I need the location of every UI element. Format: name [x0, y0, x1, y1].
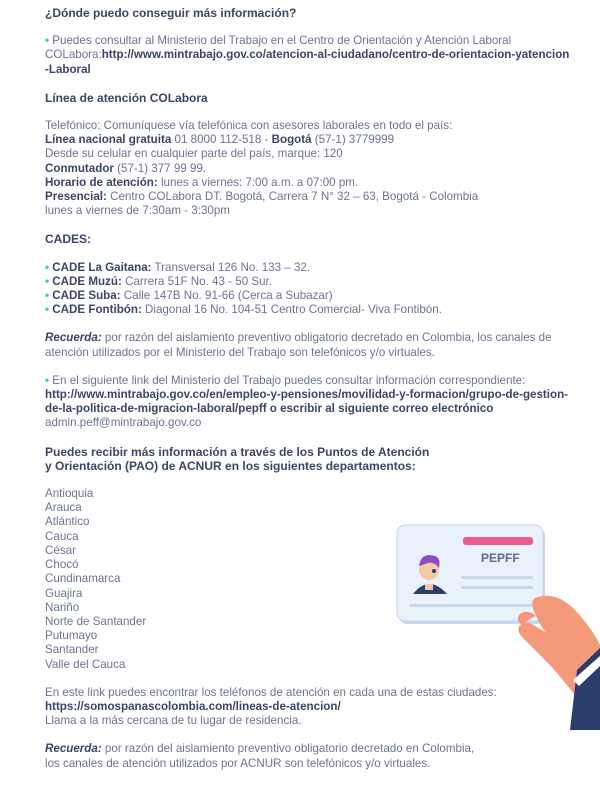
bullet-dot: •: [45, 289, 50, 303]
card-line: [461, 576, 533, 579]
card-label: PEPFF: [481, 551, 520, 565]
list-item: Valle del Cauca: [45, 657, 126, 671]
mintrabajo-link[interactable]: http://www.mintrabajo.gov.co/en/empleo-y-pensiones/movilidad-y-formacion/grupo-de-gestion-de-la-politica-de-migracion-laboral/pepff o escribir al siguiente correo electrónico: [45, 388, 569, 416]
bullet-dot: •: [45, 373, 50, 387]
list-item: Guajira: [45, 586, 83, 600]
presencial-label: Presencial:: [45, 190, 107, 204]
id-card-illustration: [395, 520, 600, 730]
conmutador-label: Conmutador: [45, 161, 114, 175]
email-address[interactable]: admin.peff@mintrabajo.gov.co: [45, 416, 202, 430]
colabora-intro: Puedes consultar al Ministerio del Trabajo en el Centro de Orientación y Atención Laboral: [52, 34, 512, 48]
recuerda-note-acnur: [45, 742, 570, 770]
recuerda-text: por razón del aislamiento preventivo obligatorio decretado en Colombia, los canales de atención utilizados por el Ministerio del Trabajo son telefónicos y/o virtuales.: [45, 331, 552, 359]
phones-intro: En este link puedes encontrar los teléfonos de atención en cada una de estas ciudades:: [45, 685, 497, 699]
link-intro: En el siguiente link del Ministerio del Trabajo puedes consultar información correspondiente:: [52, 373, 526, 387]
horario-label: Horario de atención:: [45, 175, 158, 189]
bogota-label: Bogotá: [271, 133, 312, 147]
presencial-hours: lunes a viernes de 7:30am - 3:30pm: [45, 204, 230, 218]
recuerda-note-ministerio: [45, 331, 570, 359]
info-heading: ¿Dónde puedo conseguir más información?: [45, 6, 297, 20]
presencial-value: Centro COLabora DT. Bogotá, Carrera 7 N° 32 – 63, Bogotá - Colombia: [106, 190, 479, 204]
list-item: César: [45, 543, 76, 557]
cade-label: CADE Suba:: [52, 289, 121, 303]
card-line: [409, 604, 533, 607]
horario-value: lunes a viernes: 7:00 a.m. a 07:00 pm.: [157, 175, 359, 189]
pao-title-line1: Puedes recibir más información a través de los Puntos de Atención: [45, 444, 430, 459]
list-item: Nariño: [45, 600, 80, 614]
bogota-value: (57-1) 3779999: [311, 133, 395, 147]
bullet-dot: •: [45, 260, 50, 274]
recuerda-label: Recuerda:: [45, 331, 102, 345]
card-accent-bar: [463, 537, 533, 545]
list-item: Arauca: [45, 501, 82, 515]
pao-heading: [45, 445, 570, 473]
phones-tip: Llama a la más cercana de tu lugar de residencia.: [45, 714, 302, 728]
list-item: Chocó: [45, 558, 79, 572]
list-item: Atlántico: [45, 515, 90, 529]
somospanas-link[interactable]: https://somospanascolombia.com/lineas-de-atencion/: [45, 699, 341, 713]
list-item: Antioquia: [45, 487, 94, 501]
linea-heading: Línea de atención COLabora: [45, 90, 208, 105]
pao-title-line2: y Orientación (PAO) de ACNUR en los siguientes departamentos:: [45, 458, 416, 473]
cade-value: Transversal 126 No. 133 – 32.: [151, 260, 311, 274]
list-item: Putumayo: [45, 629, 98, 643]
cades-heading: CADES:: [45, 232, 92, 247]
nacional-value: 01 8000 112-518 -: [171, 133, 272, 147]
recuerda-text-line2: los canales de atención utilizados por ACNUR son telefónicos y/o virtuales.: [45, 756, 431, 770]
cade-value: Diagonal 16 No. 104-51 Centro Comercial- Viva Fontibón.: [141, 303, 442, 317]
cades-list: [45, 261, 570, 318]
bullet-dot: •: [45, 274, 50, 288]
card-line: [461, 586, 533, 589]
nacional-label: Línea nacional gratuita: [45, 133, 172, 147]
cade-label: CADE La Gaitana:: [52, 260, 152, 274]
colabora-prefix: COLabora:: [45, 48, 102, 62]
bullet-dot: •: [45, 34, 50, 48]
list-item: Cundinamarca: [45, 572, 121, 586]
hand-illustration: [518, 596, 600, 730]
cade-label: CADE Fontibón:: [52, 303, 142, 317]
list-item: Norte de Santander: [45, 614, 147, 628]
colabora-link[interactable]: http://www.mintrabajo.gov.co/atencion-al-ciudadano/centro-de-orientacion-yatencion-Laboral: [45, 48, 570, 76]
tel-intro: Telefónico: Comuníquese vía telefónica con asesores laborales en todo el país:: [45, 119, 453, 133]
mintrabajo-link-paragraph: [45, 374, 570, 431]
avatar: [409, 550, 449, 594]
celular-text: Desde su celular en cualquier parte del país, marque: 120: [45, 147, 343, 161]
list-item: Cauca: [45, 529, 79, 543]
linea-details: [45, 119, 570, 218]
bullet-dot: •: [45, 303, 50, 317]
colabora-paragraph: [45, 34, 570, 77]
conmutador-value: (57-1) 377 99 99.: [113, 161, 207, 175]
cade-value: Carrera 51F No. 43 - 50 Sur.: [121, 274, 273, 288]
recuerda-text-line1: por razón del aislamiento preventivo obligatorio decretado en Colombia,: [101, 742, 475, 756]
list-item: Santander: [45, 643, 99, 657]
cade-label: CADE Muzú:: [52, 274, 122, 288]
recuerda-label: Recuerda:: [45, 742, 102, 756]
cade-value: Calle 147B No. 91-66 (Cerca a Subazar): [120, 289, 333, 303]
